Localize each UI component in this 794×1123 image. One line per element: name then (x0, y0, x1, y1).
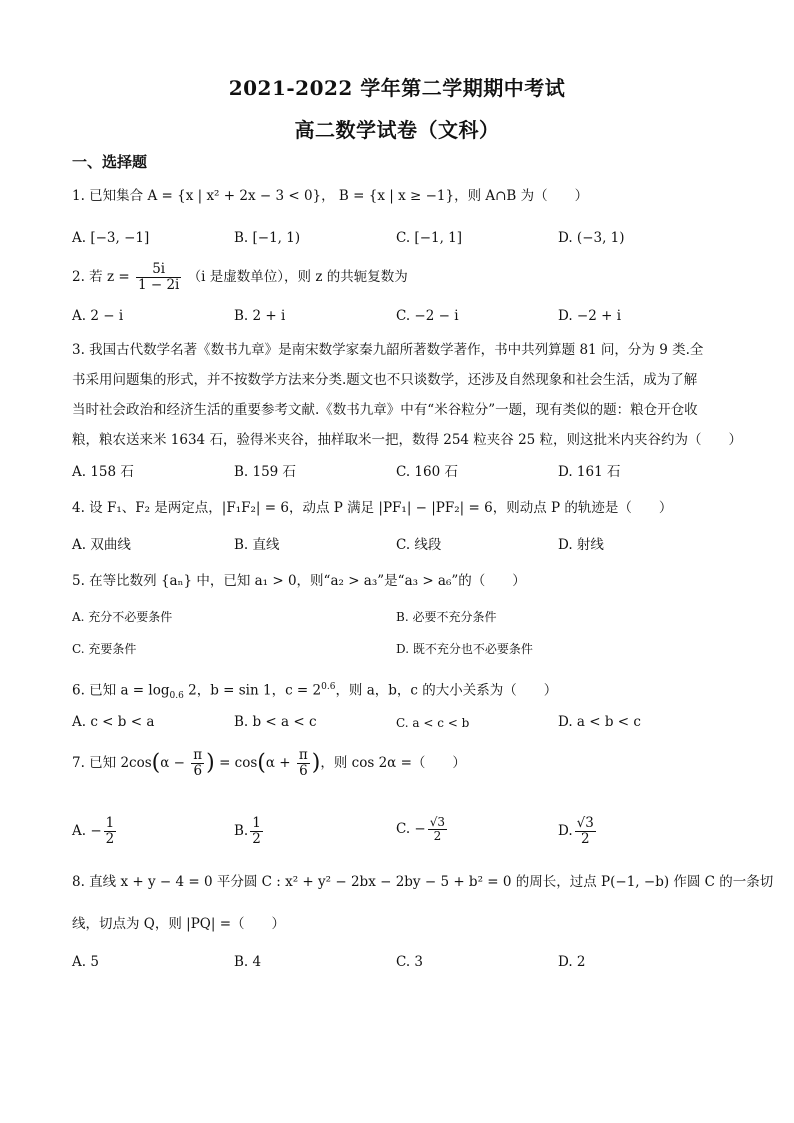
q3-line-4: 粮，粮农送来米 1634 石，验得米夹谷，抽样取米一把，数得 254 粒夹谷 25 粒，则这批米内夹谷约为（ ） (72, 432, 743, 448)
q7-d-den: 2 (580, 830, 590, 847)
q3-option-a: A. 158 石 (72, 464, 134, 480)
section-heading: 一、选择题 (72, 153, 148, 171)
q6-option-c: C. a < c < b (396, 716, 470, 730)
question-5-stem: 5. 在等比数列 {aₙ} 中，已知 a₁ > 0，则“a₂ > a₃”是“a₃ > a₆”的（ ） (72, 573, 526, 589)
question-1-stem (72, 186, 732, 206)
q1-text-end: ，则 A∩B 为（ ） (454, 188, 589, 204)
q7-six-1: 6 (193, 762, 203, 779)
q7-c-num: √3 (429, 815, 446, 829)
q8-option-b: B. 4 (234, 954, 262, 970)
question-7-stem (72, 748, 732, 779)
q4-option-b: B. 直线 (234, 537, 280, 553)
q1-sep: ， (321, 188, 335, 204)
q7-option-d (558, 816, 598, 847)
q3-line-2: 书采用问题集的形式，并不按数学方法来分类.题文也不只谈数学，还涉及自然现象和社会生活，成为了解 (72, 372, 698, 388)
q7-option-b (234, 816, 265, 847)
q8-line-1: 8. 直线 x + y − 4 = 0 平分圆 C : x² + y² − 2bx − 2by − 5 + b² = 0 的周长，过点 P(−1, −b) 作圆 C 的一条切 (72, 874, 774, 890)
q6-option-a: A. c < b < a (72, 714, 155, 730)
q1-option-c: C. [−1, 1] (396, 230, 463, 246)
q2-option-d: D. −2 + i (558, 308, 622, 324)
exam-title: 2021-2022 学年第二学期期中考试 (228, 76, 566, 100)
q7-fraction-2 (297, 748, 310, 779)
q7-option-d-label: D. (558, 822, 573, 839)
q6-text: 6. 已知 a = log (72, 682, 170, 699)
q7-d-num: √3 (576, 815, 594, 831)
q5-option-b: B. 必要不充分条件 (396, 610, 497, 624)
q7-paren-open-2: ( (257, 750, 266, 776)
q7-paren-open: ( (151, 750, 161, 776)
q1-text: 1. 已知集合 (72, 188, 144, 204)
q7-option-a-label: A. − (72, 822, 102, 839)
q7-paren-close: ) (206, 750, 215, 776)
q7-a-num: 1 (105, 815, 115, 831)
q1-option-a: A. [−3, −1] (72, 230, 150, 246)
q6-log-base: 0.6 (169, 691, 184, 702)
q2-fraction (136, 262, 181, 293)
q7-text: 7. 已知 2cos (72, 754, 152, 771)
q4-option-c: C. 线段 (396, 537, 442, 553)
q6-option-b: B. b < a < c (234, 714, 317, 730)
q2-numerator: 5i (136, 262, 181, 278)
q5-option-a: A. 充分不必要条件 (72, 610, 173, 624)
exam-subtitle: 高二数学试卷（文科） (294, 118, 500, 142)
q7-option-a-frac (104, 816, 117, 847)
q8-option-a: A. 5 (72, 954, 99, 970)
q7-paren-close-2: ) (311, 750, 321, 776)
q2-denominator: 1 − 2i (137, 276, 180, 293)
q6-text-end: ，则 a，b，c 的大小关系为（ ） (335, 682, 558, 699)
q2-option-a: A. 2 − i (72, 308, 124, 324)
q1-set-a: A = {x | x² + 2x − 3 < 0} (147, 188, 322, 204)
q7-a-den: 2 (105, 830, 115, 847)
q3-option-b: B. 159 石 (234, 464, 297, 480)
q3-line-3: 当时社会政治和经济生活的重要参考文献.《数书九章》中有“米谷粒分”一题，现有类似的题：粮仓开仓收 (72, 402, 698, 418)
q4-option-a: A. 双曲线 (72, 537, 131, 553)
q7-b-den: 2 (252, 830, 261, 847)
q2-option-b: B. 2 + i (234, 308, 286, 324)
q6-exponent: 0.6 (321, 682, 336, 692)
q1-set-b: B = {x | x ≥ −1} (338, 188, 455, 204)
q5-option-d: D. 既不充分也不必要条件 (396, 642, 533, 656)
question-6-stem (72, 677, 732, 706)
q7-option-c (396, 816, 449, 843)
question-4-stem: 4. 设 F₁、F₂ 是两定点，|F₁F₂| = 6，动点 P 满足 |PF₁| − |PF₂| = 6，则动点 P 的轨迹是（ ） (72, 500, 673, 516)
q3-option-c: C. 160 石 (396, 464, 458, 480)
q7-option-c-label: C. − (396, 821, 426, 838)
q7-option-a (72, 816, 118, 847)
q7-pi-1: π (193, 747, 203, 763)
q6-text-mid: 2，b = sin 1，c = 2 (183, 682, 322, 699)
q8-option-d: D. 2 (558, 954, 586, 970)
q7-six-2: 6 (299, 762, 308, 779)
q7-arg-1: α − (160, 754, 185, 771)
q5-option-c: C. 充要条件 (72, 642, 137, 656)
q7-text-end: ，则 cos 2α =（ ） (320, 754, 466, 771)
q7-option-b-frac (250, 816, 263, 847)
q7-arg-2: α + (265, 754, 291, 771)
q3-line-1: 3. 我国古代数学名著《数书九章》是南宋数学家秦九韶所著数学著作，书中共列算题 81 问，分为 9 类.全 (72, 342, 704, 358)
q7-b-num: 1 (252, 815, 261, 831)
q4-option-d: D. 射线 (558, 537, 604, 553)
q1-option-b: B. [−1, 1) (234, 230, 301, 246)
q7-option-b-label: B. (234, 822, 249, 839)
q2-text-end: （i 是虚数单位），则 z 的共轭复数为 (187, 268, 408, 285)
q2-option-c: C. −2 − i (396, 308, 459, 324)
q7-equals-cos: = cos (219, 754, 258, 771)
q7-option-d-frac (575, 816, 596, 847)
q7-option-c-frac (428, 816, 447, 843)
q2-text: 2. 若 z = (72, 268, 130, 285)
question-2-stem (72, 262, 732, 293)
q8-option-c: C. 3 (396, 954, 424, 970)
q7-c-den: 2 (433, 829, 442, 844)
q1-option-d: D. (−3, 1) (558, 230, 625, 246)
q3-option-d: D. 161 石 (558, 464, 621, 480)
q7-pi-2: π (298, 747, 308, 763)
q6-option-d: D. a < b < c (558, 714, 641, 730)
q7-fraction-1 (191, 748, 204, 779)
q8-line-2: 线，切点为 Q，则 |PQ| =（ ） (72, 916, 286, 932)
